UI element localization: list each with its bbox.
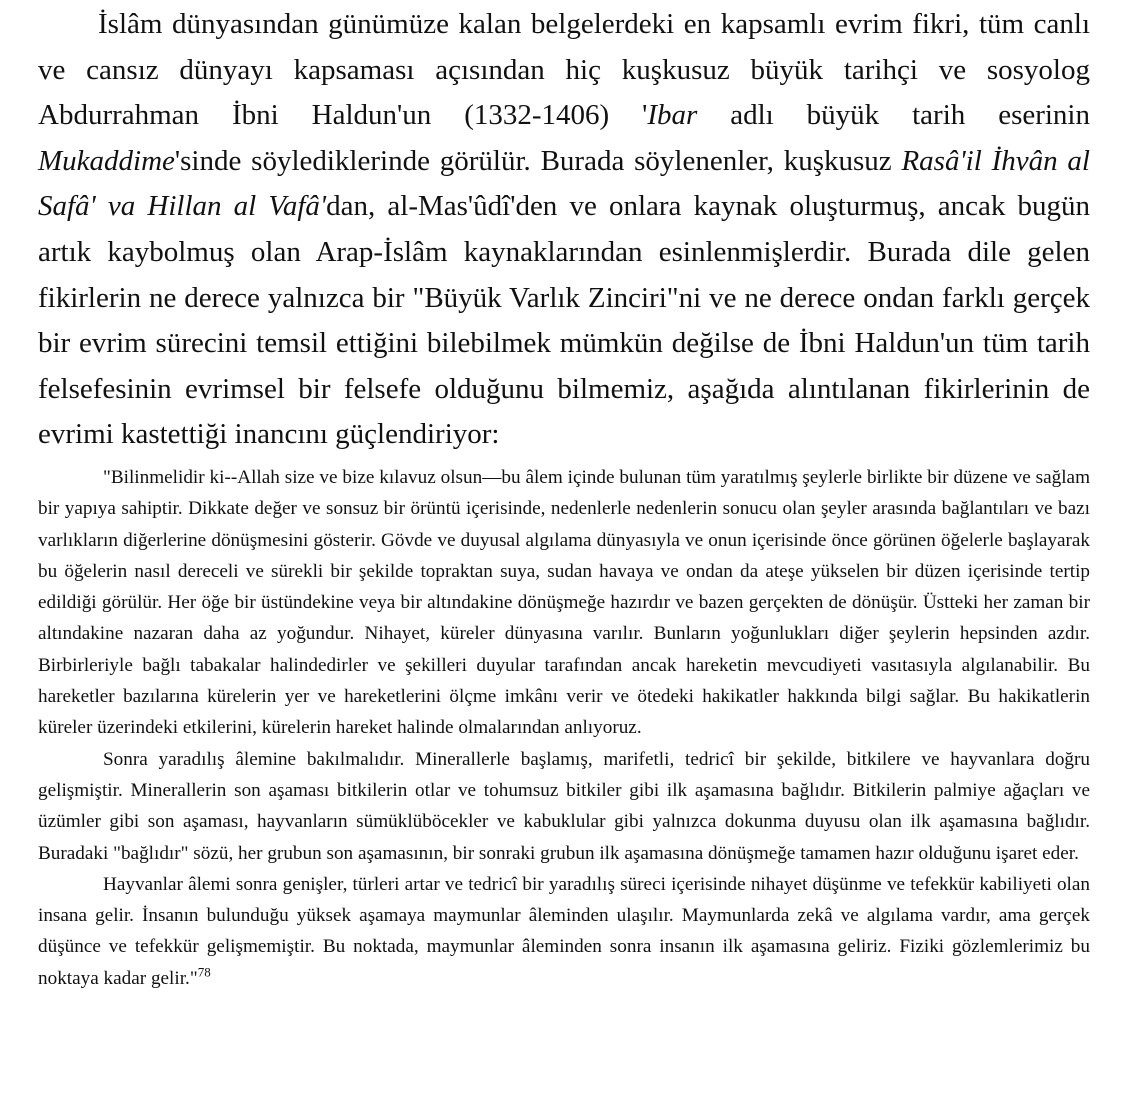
- quote-paragraph-3: [38, 869, 1090, 994]
- quote-text-1: "Bilinmelidir ki--Allah size ve bize kılavuz olsun—bu âlem içinde bulunan tüm yaratılmış şeylerle birlikte bir düzene ve sağlam bir yapıya sahiptir. Dikkate değer ve sonsuz bir örüntü içerisinde, nedenlerle nedenlerin sonucu olan şeyler arasında bağlantıları ve bazı varlıkların diğerlerine dönüşmesini gösterir. Gövde ve duyusal algılama dünyasıyla ve onun içerisinde önce görünen öğelerle başlayarak bu öğelerin nasıl dereceli ve sürekli bir şekilde topraktan suya, sudan havaya ve ondan da ateşe yükselen bir düzen içerisinde tertip edildiği görülür. Her öğe bir üstündekine veya bir altındakine dönüşmeğe hazırdır ve bazen gerçekten de dönüşür. Üstteki her zaman bir altındakine nazaran daha az yoğundur. Nihayet, küreler dünyasına varılır. Bunların yoğunlukları diğer şeylerin hepsinden azdır. Birbirleriyle bağlı tabakalar halindedirler ve şekilleri duyular tarafından ancak hareketin mevcudiyeti vasıtasıyla algılanabilir. Bu hareketler bazılarına kürelerin yer ve hareketlerini ölçme imkânı verir ve ötedeki hakikatler hakkında bilgi sağlar. Bu hakikatlerin küreler üzerindeki etkilerini, kürelerin hareket halinde olmalarından anlıyoruz.: [38, 466, 1090, 739]
- mukaddime-title: Mukaddime: [38, 144, 175, 177]
- ibar-title: Ibar: [647, 99, 698, 132]
- rasail-title: Rasâ'il İhvân al Safâ' va Hillan al Vafâ': [38, 144, 1090, 223]
- main-paragraph: [38, 2, 1090, 458]
- main-text-part-2: adlı büyük tarih eserinin: [697, 99, 1090, 132]
- block-quote: [38, 462, 1090, 994]
- footnote-reference[interactable]: 78: [197, 964, 211, 980]
- quote-paragraph-1: [38, 462, 1090, 744]
- main-text-part-4: dan, al-Mas'ûdî'den ve onlara kaynak oluşturmuş, ancak bugün artık kaybolmuş olan Arap-İslâm kaynaklarından esinlenmişlerdir. Burada dile gelen fikirlerin ne derece yalnızca bir "Büyük Varlık Zinciri"ni ve ne derece ondan farklı gerçek bir evrim sürecini temsil ettiğini bilebilmek mümkün değilse de İbni Haldun'un tüm tarih felsefesinin evrimsel bir felsefe olduğunu bilmemiz, aşağıda alıntılanan fikirlerinin de evrimi kastettiği inancını güçlendiriyor:: [38, 190, 1091, 451]
- document-page: [38, 2, 1090, 994]
- main-text-part-3: 'sinde söylediklerinde görülür. Burada söylenenler, kuşkusuz: [174, 144, 902, 177]
- quote-text-2: Sonra yaradılış âlemine bakılmalıdır. Minerallerle başlamış, marifetli, tedricî bir şekilde, bitkilere ve hayvanlara doğru gelişmiştir. Minerallerin son aşaması bitkilerin otlar ve tohumsuz bitkiler gibi ilk aşamasına bağlıdır. Bitkilerin palmiye ağaçları ve üzümler gibi son aşaması, hayvanların sümüklüböcekler ve kabuklular gibi yalnızca dokunma duyusu olan ilk aşamasına bağlıdır. Buradaki "bağlıdır" sözü, her grubun son aşamasının, bir sonraki grubun ilk aşamasına dönüşmeğe tamamen hazır olduğunu işaret eder.: [38, 748, 1090, 864]
- quote-text-3: Hayvanlar âlemi sonra genişler, türleri artar ve tedricî bir yaradılış süreci içerisinde nihayet düşünme ve tefekkür kabiliyeti olan insana gelir. İnsanın bulunduğu yüksek aşamaya maymunlar âleminden ulaşılır. Maymunlarda zekâ ve algılama vardır, ama gerçek düşünce ve tefekkür gelişmemiştir. Bu noktada, maymunlar âleminden sonra insanın ilk aşamasına geliriz. Fiziki gözlemlerimiz bu noktaya kadar gelir.": [38, 873, 1090, 989]
- main-text-part-1: İslâm dünyasından günümüze kalan belgelerdeki en kapsamlı evrim fikri, tüm canlı ve cansız dünyayı kapsaması açısından hiç kuşkusuz büyük tarihçi ve sosyolog Abdurrahman İbni Haldun'un (1332-1406) ': [38, 8, 1090, 132]
- quote-paragraph-2: [38, 744, 1090, 869]
